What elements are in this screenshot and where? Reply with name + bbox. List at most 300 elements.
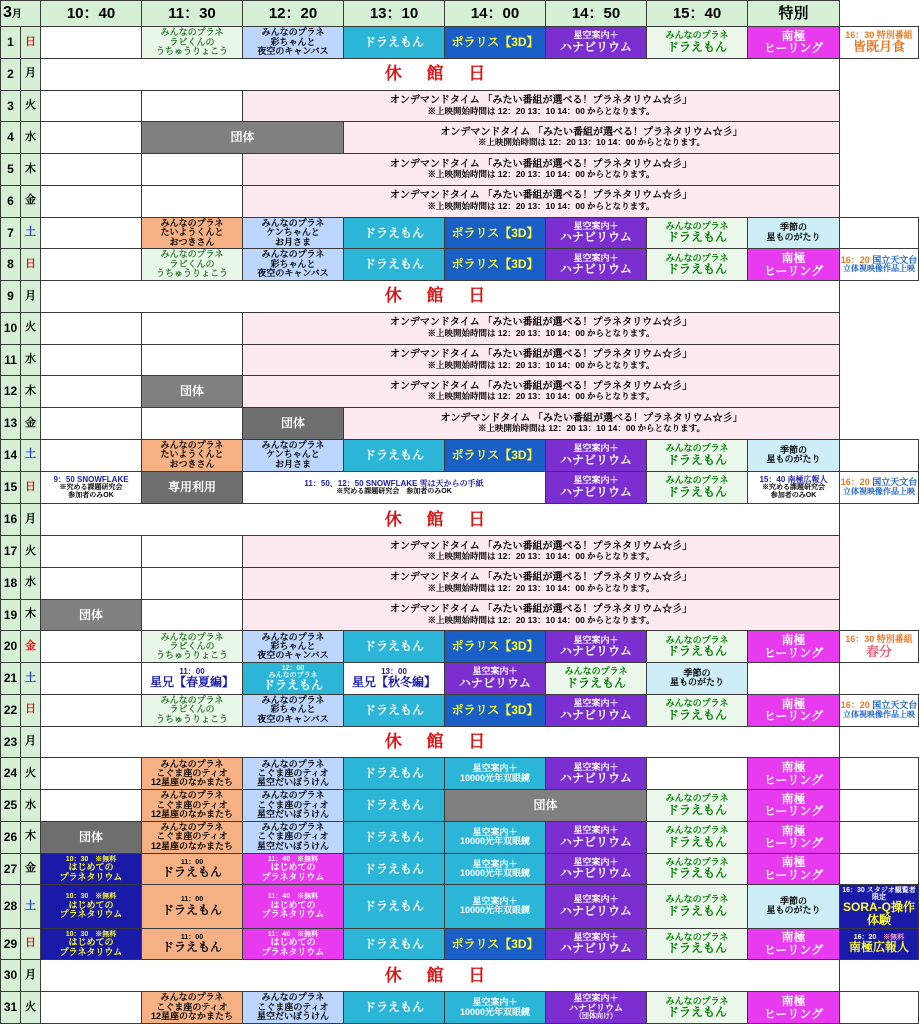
table-row bbox=[1, 90, 919, 122]
special-program-cell-empty bbox=[840, 853, 919, 885]
program-cell bbox=[445, 821, 546, 853]
holiday-cell: 休 館 日 bbox=[41, 504, 840, 536]
program-cell bbox=[445, 631, 546, 663]
hoshikyo-cell bbox=[344, 663, 445, 695]
program-title-line2: うちゅうりょこう bbox=[155, 713, 228, 724]
free-badge: ※無料 bbox=[297, 855, 319, 863]
program-title: ポラリス【3D】 bbox=[451, 257, 539, 272]
day-of-week: 土 bbox=[21, 439, 41, 471]
program-title-line1: 星空案内＋ bbox=[573, 30, 619, 41]
day-of-week: 土 bbox=[21, 885, 41, 928]
special-program-cell bbox=[840, 694, 919, 726]
program-cell-empty bbox=[41, 344, 142, 376]
program-title: ドラえもん bbox=[363, 899, 424, 914]
program-title-line1: 彩ちゃんと bbox=[270, 258, 316, 269]
program-title-line2: 10000光年双眼鏡 bbox=[459, 905, 531, 916]
program-series: みんなのプラネ bbox=[261, 631, 325, 642]
program-cell bbox=[445, 928, 546, 960]
program-title-line1: 星空案内＋ bbox=[573, 894, 619, 905]
special-title: 立体視映像作品上映 bbox=[843, 709, 915, 719]
table-row bbox=[1, 758, 919, 790]
program-title-line1: こぐま座のティオ bbox=[257, 831, 329, 842]
special-title: SORA-Q操作体験 bbox=[842, 900, 915, 927]
program-title-line1: 星空案内＋ bbox=[573, 931, 619, 942]
program-cell bbox=[142, 27, 243, 59]
program-title-line1: 星空案内＋ bbox=[472, 896, 518, 906]
program-cell bbox=[546, 694, 647, 726]
program-cell bbox=[748, 758, 840, 790]
program-cell-empty bbox=[142, 185, 243, 217]
program-cell bbox=[748, 885, 840, 928]
program-title-line1: こぐま座のティオ bbox=[156, 767, 228, 778]
program-cell-empty bbox=[41, 536, 142, 568]
program-title-line2: ヒーリング bbox=[763, 867, 824, 882]
special-program-cell bbox=[840, 249, 919, 281]
event-title: 星兄【秋冬編】 bbox=[351, 675, 436, 690]
program-cell-empty bbox=[142, 408, 243, 440]
program-series: みんなのプラネ bbox=[665, 995, 729, 1006]
program-cell bbox=[546, 992, 647, 1024]
special-tag: 特別番組 bbox=[876, 29, 913, 40]
program-title-line1: 南極 bbox=[781, 28, 806, 43]
program-series: みんなのプラネ bbox=[564, 666, 628, 677]
special-title: 皆既月食 bbox=[852, 39, 905, 55]
program-title-line1: こぐま座のティオ bbox=[156, 1001, 228, 1012]
special-time: 16：30 bbox=[842, 886, 865, 894]
slot-header-1540: 15：40 bbox=[647, 1, 748, 27]
ondemand-note: ※上映開始時間は 12：20 13：10 14：00 からとなります。 bbox=[427, 582, 655, 593]
day-of-week: 月 bbox=[21, 726, 41, 758]
special-program-cell-empty bbox=[840, 439, 919, 471]
program-title-line2: 星ものがたり bbox=[766, 231, 821, 242]
special-time: 16：20 bbox=[840, 477, 870, 488]
table-row bbox=[1, 960, 919, 992]
ondemand-title: オンデマンドタイム 「みたい番組が選べる！プラネタリウム☆彡」 bbox=[389, 380, 693, 392]
table-row bbox=[1, 185, 919, 217]
table-row bbox=[1, 122, 919, 154]
program-title-line2: うちゅうりょこう bbox=[155, 650, 228, 661]
program-title-line2: お月さま bbox=[274, 458, 311, 469]
program-cell-empty bbox=[41, 27, 142, 59]
program-title-line2: 星ものがたり bbox=[669, 677, 724, 688]
program-title-line1: はじめての bbox=[270, 937, 316, 948]
program-cell bbox=[142, 217, 243, 249]
day-of-week: 火 bbox=[21, 758, 41, 790]
program-title-line1: ラビくんの bbox=[169, 258, 215, 269]
program-cell bbox=[546, 885, 647, 928]
program-title-line2: ヒーリング bbox=[763, 709, 824, 724]
program-cell bbox=[647, 992, 748, 1024]
program-title: ドラえもん bbox=[666, 903, 727, 918]
day-number: 11 bbox=[1, 344, 21, 376]
hajimete-cell bbox=[41, 853, 142, 885]
day-number: 28 bbox=[1, 885, 21, 928]
program-series: みんなのプラネ bbox=[665, 252, 729, 263]
program-series: みんなのプラネ bbox=[160, 631, 224, 642]
special-time: 16：20 bbox=[853, 933, 877, 941]
table-row bbox=[1, 599, 919, 631]
program-title-line2: 10000光年双眼鏡 bbox=[459, 836, 531, 847]
program-cell bbox=[344, 27, 445, 59]
ondemand-note: ※上映開始時間は 12：20 13：10 14：00 からとなります。 bbox=[427, 327, 655, 338]
program-cell bbox=[748, 790, 840, 822]
table-row bbox=[1, 928, 919, 960]
program-cell-empty bbox=[41, 694, 142, 726]
day-of-week: 水 bbox=[21, 790, 41, 822]
program-title-line1: はじめての bbox=[270, 899, 316, 910]
snowflake-long-cell bbox=[243, 471, 546, 504]
program-cell bbox=[647, 885, 748, 928]
program-title-line2: プラネタリウム bbox=[261, 946, 325, 957]
program-series: みんなのプラネ bbox=[261, 758, 325, 769]
slot-header-1400: 14：00 bbox=[445, 1, 546, 27]
program-title-line2: プラネタリウム bbox=[261, 909, 325, 920]
table-row bbox=[1, 885, 919, 928]
program-title-line2: 夜空のキャンバス bbox=[257, 46, 329, 57]
program-cell bbox=[344, 821, 445, 853]
program-cell bbox=[142, 992, 243, 1024]
ondemand-title: オンデマンドタイム 「みたい番組が選べる！プラネタリウム☆彡」 bbox=[389, 158, 693, 170]
program-cell-empty bbox=[647, 758, 748, 790]
event-time: 13：00 bbox=[381, 666, 407, 676]
day-of-week: 月 bbox=[21, 960, 41, 992]
program-cell bbox=[243, 249, 344, 281]
day-number: 4 bbox=[1, 122, 21, 154]
program-cell bbox=[647, 694, 748, 726]
program-title-line2: ヒーリング bbox=[763, 1006, 824, 1021]
program-title-line2: 10000光年双眼鏡 bbox=[459, 867, 531, 878]
day-of-week: 月 bbox=[21, 281, 41, 313]
program-title: ドラえもん bbox=[666, 941, 727, 956]
ondemand-note: ※上映開始時間は 12：20 13：10 14：00 からとなります。 bbox=[427, 359, 655, 370]
program-title-line2: 星空だいぼうけん bbox=[256, 777, 329, 788]
hajimete-cell bbox=[243, 853, 344, 885]
program-title: ドラえもん bbox=[363, 225, 424, 240]
day-number: 9 bbox=[1, 281, 21, 313]
program-title-line1: はじめての bbox=[68, 899, 114, 910]
program-cell bbox=[748, 249, 840, 281]
program-cell bbox=[344, 853, 445, 885]
program-cell bbox=[748, 821, 840, 853]
program-title: ドラえもん bbox=[363, 861, 424, 876]
program-title: ドラえもん bbox=[666, 707, 727, 722]
program-title-line1: こぐま座のティオ bbox=[257, 1001, 329, 1012]
table-row bbox=[1, 992, 919, 1024]
program-title-line1: 星空案内＋ bbox=[573, 993, 619, 1004]
program-cell bbox=[546, 663, 647, 695]
event-time: 10：30 bbox=[65, 930, 89, 938]
program-cell bbox=[142, 853, 243, 885]
program-title-line1: はじめての bbox=[68, 862, 114, 873]
slot-header-1220: 12：20 bbox=[243, 1, 344, 27]
day-of-week: 月 bbox=[21, 504, 41, 536]
program-cell-empty bbox=[41, 376, 142, 408]
program-series: みんなのプラネ bbox=[160, 249, 224, 260]
program-title-line1: 星空案内＋ bbox=[573, 475, 619, 486]
program-cell bbox=[445, 758, 546, 790]
day-of-week: 金 bbox=[21, 185, 41, 217]
program-cell bbox=[445, 663, 546, 695]
ondemand-cell bbox=[243, 312, 840, 344]
program-title-line1: 星空案内＋ bbox=[472, 666, 518, 677]
free-badge: ※無料 bbox=[297, 893, 319, 901]
program-title-line2: ヒーリング bbox=[763, 645, 824, 660]
program-cell bbox=[647, 439, 748, 471]
program-cell bbox=[142, 631, 243, 663]
program-cell bbox=[142, 249, 243, 281]
program-cell bbox=[142, 694, 243, 726]
program-title: ポラリス【3D】 bbox=[451, 35, 539, 50]
program-cell bbox=[546, 217, 647, 249]
day-of-week: 水 bbox=[21, 122, 41, 154]
program-cell-empty bbox=[142, 312, 243, 344]
program-title-line1: 彩ちゃんと bbox=[270, 640, 316, 651]
program-title-line1: こぐま座のティオ bbox=[156, 831, 228, 842]
program-title-line1: 南極 bbox=[781, 760, 806, 775]
day-of-week: 月 bbox=[21, 58, 41, 90]
program-series: みんなのプラネ bbox=[665, 220, 729, 231]
day-number: 23 bbox=[1, 726, 21, 758]
event-time: 12：00 bbox=[281, 664, 305, 672]
program-title-line2: プラネタリウム bbox=[59, 909, 123, 920]
hajimete-cell bbox=[41, 885, 142, 928]
program-title-line2: 12星座のなかまたち bbox=[150, 1011, 233, 1022]
program-series: みんなのプラネ bbox=[261, 217, 325, 228]
event-time: 15：40 南極広報人 bbox=[759, 474, 828, 484]
event-time: 11：00 bbox=[179, 666, 205, 676]
program-title-line1: 星空案内＋ bbox=[472, 826, 518, 837]
ondemand-note: ※上映開始時間は 12：20 13：10 14：00 からとなります。 bbox=[427, 169, 655, 180]
program-series: みんなのプラネ bbox=[261, 822, 325, 833]
table-row bbox=[1, 694, 919, 726]
program-title-line1: 星空案内＋ bbox=[573, 220, 619, 231]
table-row bbox=[1, 631, 919, 663]
program-cell bbox=[546, 821, 647, 853]
free-badge: ※無料 bbox=[95, 930, 117, 938]
program-title-line2: ハナビリウム bbox=[569, 1002, 623, 1013]
program-title-line1: 星空案内＋ bbox=[573, 761, 619, 772]
event-time: 11：00 bbox=[180, 896, 204, 904]
ondemand-title: オンデマンドタイム 「みたい番組が選べる！プラネタリウム☆彡」 bbox=[389, 317, 693, 329]
day-of-week: 金 bbox=[21, 408, 41, 440]
day-number: 22 bbox=[1, 694, 21, 726]
special-tag: 特別番組 bbox=[876, 634, 913, 645]
holiday-cell: 休 館 日 bbox=[41, 281, 840, 313]
special-time: 16：20 bbox=[840, 254, 870, 265]
program-cell bbox=[445, 992, 546, 1024]
day-number: 2 bbox=[1, 58, 21, 90]
program-cell-empty bbox=[142, 536, 243, 568]
program-title-line1: 星空案内＋ bbox=[573, 825, 619, 836]
table-row bbox=[1, 726, 919, 758]
free-badge: ※無料 bbox=[95, 893, 117, 901]
program-cell bbox=[243, 992, 344, 1024]
day-number: 7 bbox=[1, 217, 21, 249]
holiday-cell: 休 館 日 bbox=[41, 58, 840, 90]
event-note: ※究める課題研究会 参加者のみOK bbox=[336, 487, 452, 495]
ondemand-title: オンデマンドタイム 「みたい番組が選べる！プラネタリウム☆彡」 bbox=[389, 95, 693, 107]
day-of-week: 火 bbox=[21, 992, 41, 1024]
program-cell-empty bbox=[41, 790, 142, 822]
group-reservation-cell: 団体 bbox=[243, 408, 344, 440]
program-title: ドラえもん bbox=[666, 866, 727, 881]
snowflake-cell bbox=[41, 471, 142, 504]
day-number: 29 bbox=[1, 928, 21, 960]
program-cell bbox=[243, 758, 344, 790]
program-cell bbox=[647, 821, 748, 853]
table-row bbox=[1, 471, 919, 504]
program-title: ドラえもん bbox=[666, 39, 727, 54]
program-cell bbox=[243, 217, 344, 249]
program-title-line2: プラネタリウム bbox=[261, 871, 325, 882]
event-time: 10：30 bbox=[65, 855, 89, 863]
table-row bbox=[1, 58, 919, 90]
program-cell bbox=[546, 928, 647, 960]
program-series: みんなのプラネ bbox=[665, 443, 729, 454]
program-title-line2: おつきさん bbox=[169, 458, 215, 469]
program-title-line1: 南極 bbox=[781, 855, 806, 870]
program-title-line2: 夜空のキャンバス bbox=[257, 650, 329, 661]
day-of-week: 木 bbox=[21, 154, 41, 186]
day-number: 8 bbox=[1, 249, 21, 281]
program-cell-empty bbox=[41, 312, 142, 344]
table-row bbox=[1, 154, 919, 186]
group-reservation-cell: 団体 bbox=[41, 821, 142, 853]
program-cell bbox=[647, 853, 748, 885]
day-of-week: 土 bbox=[21, 663, 41, 695]
ondemand-note: ※上映開始時間は 12：20 13：10 14：00 からとなります。 bbox=[427, 105, 655, 116]
program-cell bbox=[546, 27, 647, 59]
program-title-line2: 星ものがたり bbox=[766, 454, 821, 465]
program-cell bbox=[243, 27, 344, 59]
ondemand-cell bbox=[243, 599, 840, 631]
program-series: みんなのプラネ bbox=[665, 698, 729, 709]
special-program-cell bbox=[840, 27, 919, 59]
program-title-line1: 星空案内＋ bbox=[573, 856, 619, 867]
nankyoku-kouhou-cell bbox=[748, 471, 840, 504]
program-title-line1: ケンちゃんと bbox=[266, 227, 320, 238]
table-row bbox=[1, 217, 919, 249]
slot-header-special: 特別 bbox=[748, 1, 840, 27]
program-title-line2: 星ものがたり bbox=[766, 905, 821, 916]
program-title-line1: 南極 bbox=[781, 633, 806, 648]
slot-header-1130: 11：30 bbox=[142, 1, 243, 27]
program-title-line2: プラネタリウム bbox=[59, 871, 123, 882]
program-cell bbox=[647, 928, 748, 960]
day-number: 31 bbox=[1, 992, 21, 1024]
day-of-week: 火 bbox=[21, 90, 41, 122]
program-title-line2: 12星座のなかまたち bbox=[150, 809, 233, 820]
program-title: ドラえもん bbox=[363, 936, 424, 951]
program-title-line1: 星空案内＋ bbox=[472, 763, 518, 774]
program-series: みんなのプラネ bbox=[261, 790, 325, 801]
event-time: 11：00 bbox=[180, 858, 204, 866]
day-of-week: 日 bbox=[21, 471, 41, 504]
program-title-line2: ハナビリウム bbox=[560, 941, 632, 956]
program-cell bbox=[344, 631, 445, 663]
program-cell bbox=[647, 471, 748, 504]
special-tag: 国立天文台 bbox=[872, 700, 918, 711]
program-series: みんなのプラネ bbox=[268, 672, 318, 680]
ondemand-cell bbox=[243, 90, 840, 122]
program-cell bbox=[344, 885, 445, 928]
program-cell bbox=[243, 694, 344, 726]
table-row bbox=[1, 504, 919, 536]
exclusive-use-cell bbox=[142, 471, 243, 504]
table-row bbox=[1, 821, 919, 853]
ondemand-cell bbox=[243, 154, 840, 186]
special-program-cell-empty bbox=[840, 992, 919, 1024]
program-title-line1: はじめての bbox=[270, 862, 316, 873]
program-cell bbox=[344, 758, 445, 790]
program-cell bbox=[647, 249, 748, 281]
program-title-line2: ハナビリウム bbox=[560, 834, 632, 849]
day-of-week: 木 bbox=[21, 821, 41, 853]
ondemand-note: ※上映開始時間は 12：20 13：10 14：00 からとなります。 bbox=[478, 137, 705, 148]
program-cell-empty bbox=[142, 344, 243, 376]
program-title: ドラえもん bbox=[666, 262, 727, 277]
program-title-line2: ハナビリウム bbox=[560, 771, 632, 786]
special-program-cell bbox=[840, 928, 919, 960]
program-series: みんなのプラネ bbox=[160, 790, 224, 801]
special-title: 立体視映像作品上映 bbox=[843, 264, 915, 274]
event-note1: ※究める課題研究会 bbox=[762, 484, 825, 492]
program-title: 専用利用 bbox=[167, 480, 216, 495]
program-cell bbox=[344, 694, 445, 726]
program-cell bbox=[243, 631, 344, 663]
ondemand-note: ※上映開始時間は 12：20 13：10 14：00 からとなります。 bbox=[478, 423, 705, 434]
table-row bbox=[1, 663, 919, 695]
day-number: 15 bbox=[1, 471, 21, 504]
program-title-line1: 南極 bbox=[781, 930, 806, 945]
program-series: みんなのプラネ bbox=[160, 758, 224, 769]
program-title-line1: 星空案内＋ bbox=[573, 252, 619, 263]
table-row bbox=[1, 249, 919, 281]
program-title-line1: こぐま座のティオ bbox=[257, 799, 329, 810]
group-reservation-cell: 団体 bbox=[445, 790, 647, 822]
program-cell-empty bbox=[142, 90, 243, 122]
ondemand-cell bbox=[243, 376, 840, 408]
day-number: 10 bbox=[1, 312, 21, 344]
program-cell-empty bbox=[41, 631, 142, 663]
program-title-line2: ヒーリング bbox=[763, 836, 824, 851]
program-series: みんなのプラネ bbox=[261, 695, 325, 706]
day-of-week: 火 bbox=[21, 312, 41, 344]
program-cell bbox=[142, 928, 243, 960]
table-row bbox=[1, 408, 919, 440]
program-title-line2: ハナビリウム bbox=[560, 39, 632, 54]
day-of-week: 日 bbox=[21, 249, 41, 281]
program-cell bbox=[546, 631, 647, 663]
day-number: 30 bbox=[1, 960, 21, 992]
ondemand-title: オンデマンドタイム 「みたい番組が選べる！プラネタリウム☆彡」 bbox=[389, 190, 693, 202]
program-title-line2: プラネタリウム bbox=[59, 946, 123, 957]
program-title: ポラリス【3D】 bbox=[451, 447, 539, 462]
program-cell bbox=[748, 694, 840, 726]
table-row bbox=[1, 281, 919, 313]
program-title-line2: ハナビリウム bbox=[560, 484, 632, 499]
day-number: 18 bbox=[1, 567, 21, 599]
program-series: みんなのプラネ bbox=[261, 439, 325, 450]
program-title-line1: 季節の bbox=[779, 222, 807, 233]
program-title-line1: 南極 bbox=[781, 823, 806, 838]
event-time: 11：40 bbox=[267, 893, 291, 901]
special-tag: ※無料 bbox=[883, 933, 905, 941]
event-time: 11：00 bbox=[180, 933, 204, 941]
program-title-line2: ヒーリング bbox=[763, 804, 824, 819]
program-cell bbox=[748, 992, 840, 1024]
program-cell bbox=[142, 885, 243, 928]
